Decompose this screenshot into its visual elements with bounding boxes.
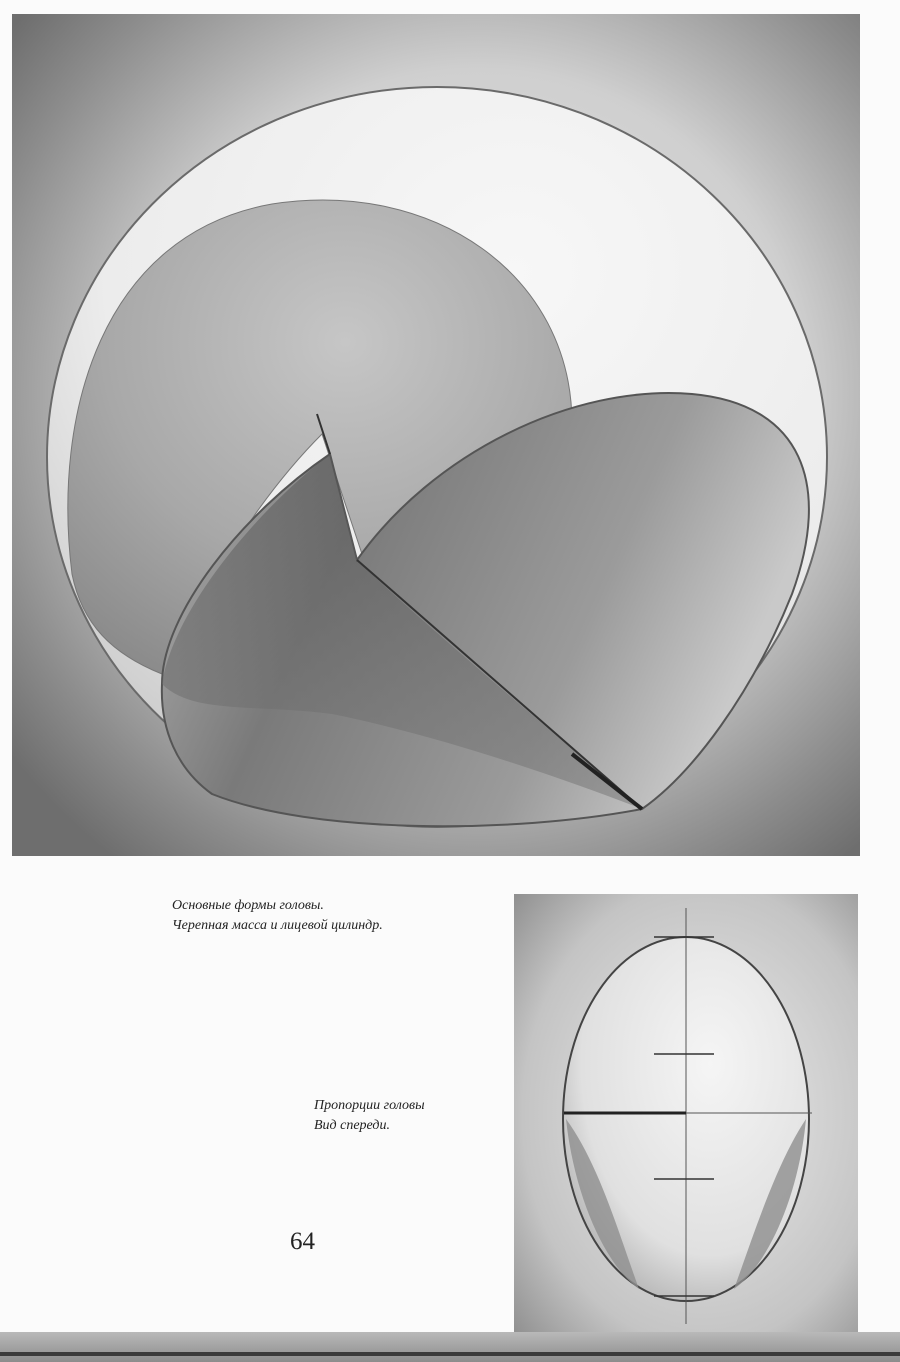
top-caption-line-2: Черепная масса и лицевой цилиндр. [172,918,383,933]
scan-bottom-edge [0,1332,900,1362]
scan-edge-line [0,1352,900,1356]
small-caption-line-1: Пропорции головы [314,1098,425,1113]
small-caption-line-2: Вид спереди. [314,1118,391,1133]
head-proportions-drawing [514,894,858,1334]
page-number: 64 [290,1228,315,1255]
top-figure-caption [172,896,383,936]
head-basic-forms-drawing [12,14,860,856]
head-proportions-illustration [514,894,858,1334]
head-forms-illustration [12,14,860,856]
small-figure-caption [314,1096,425,1136]
top-caption-line-1: Основные формы головы. [172,898,324,913]
